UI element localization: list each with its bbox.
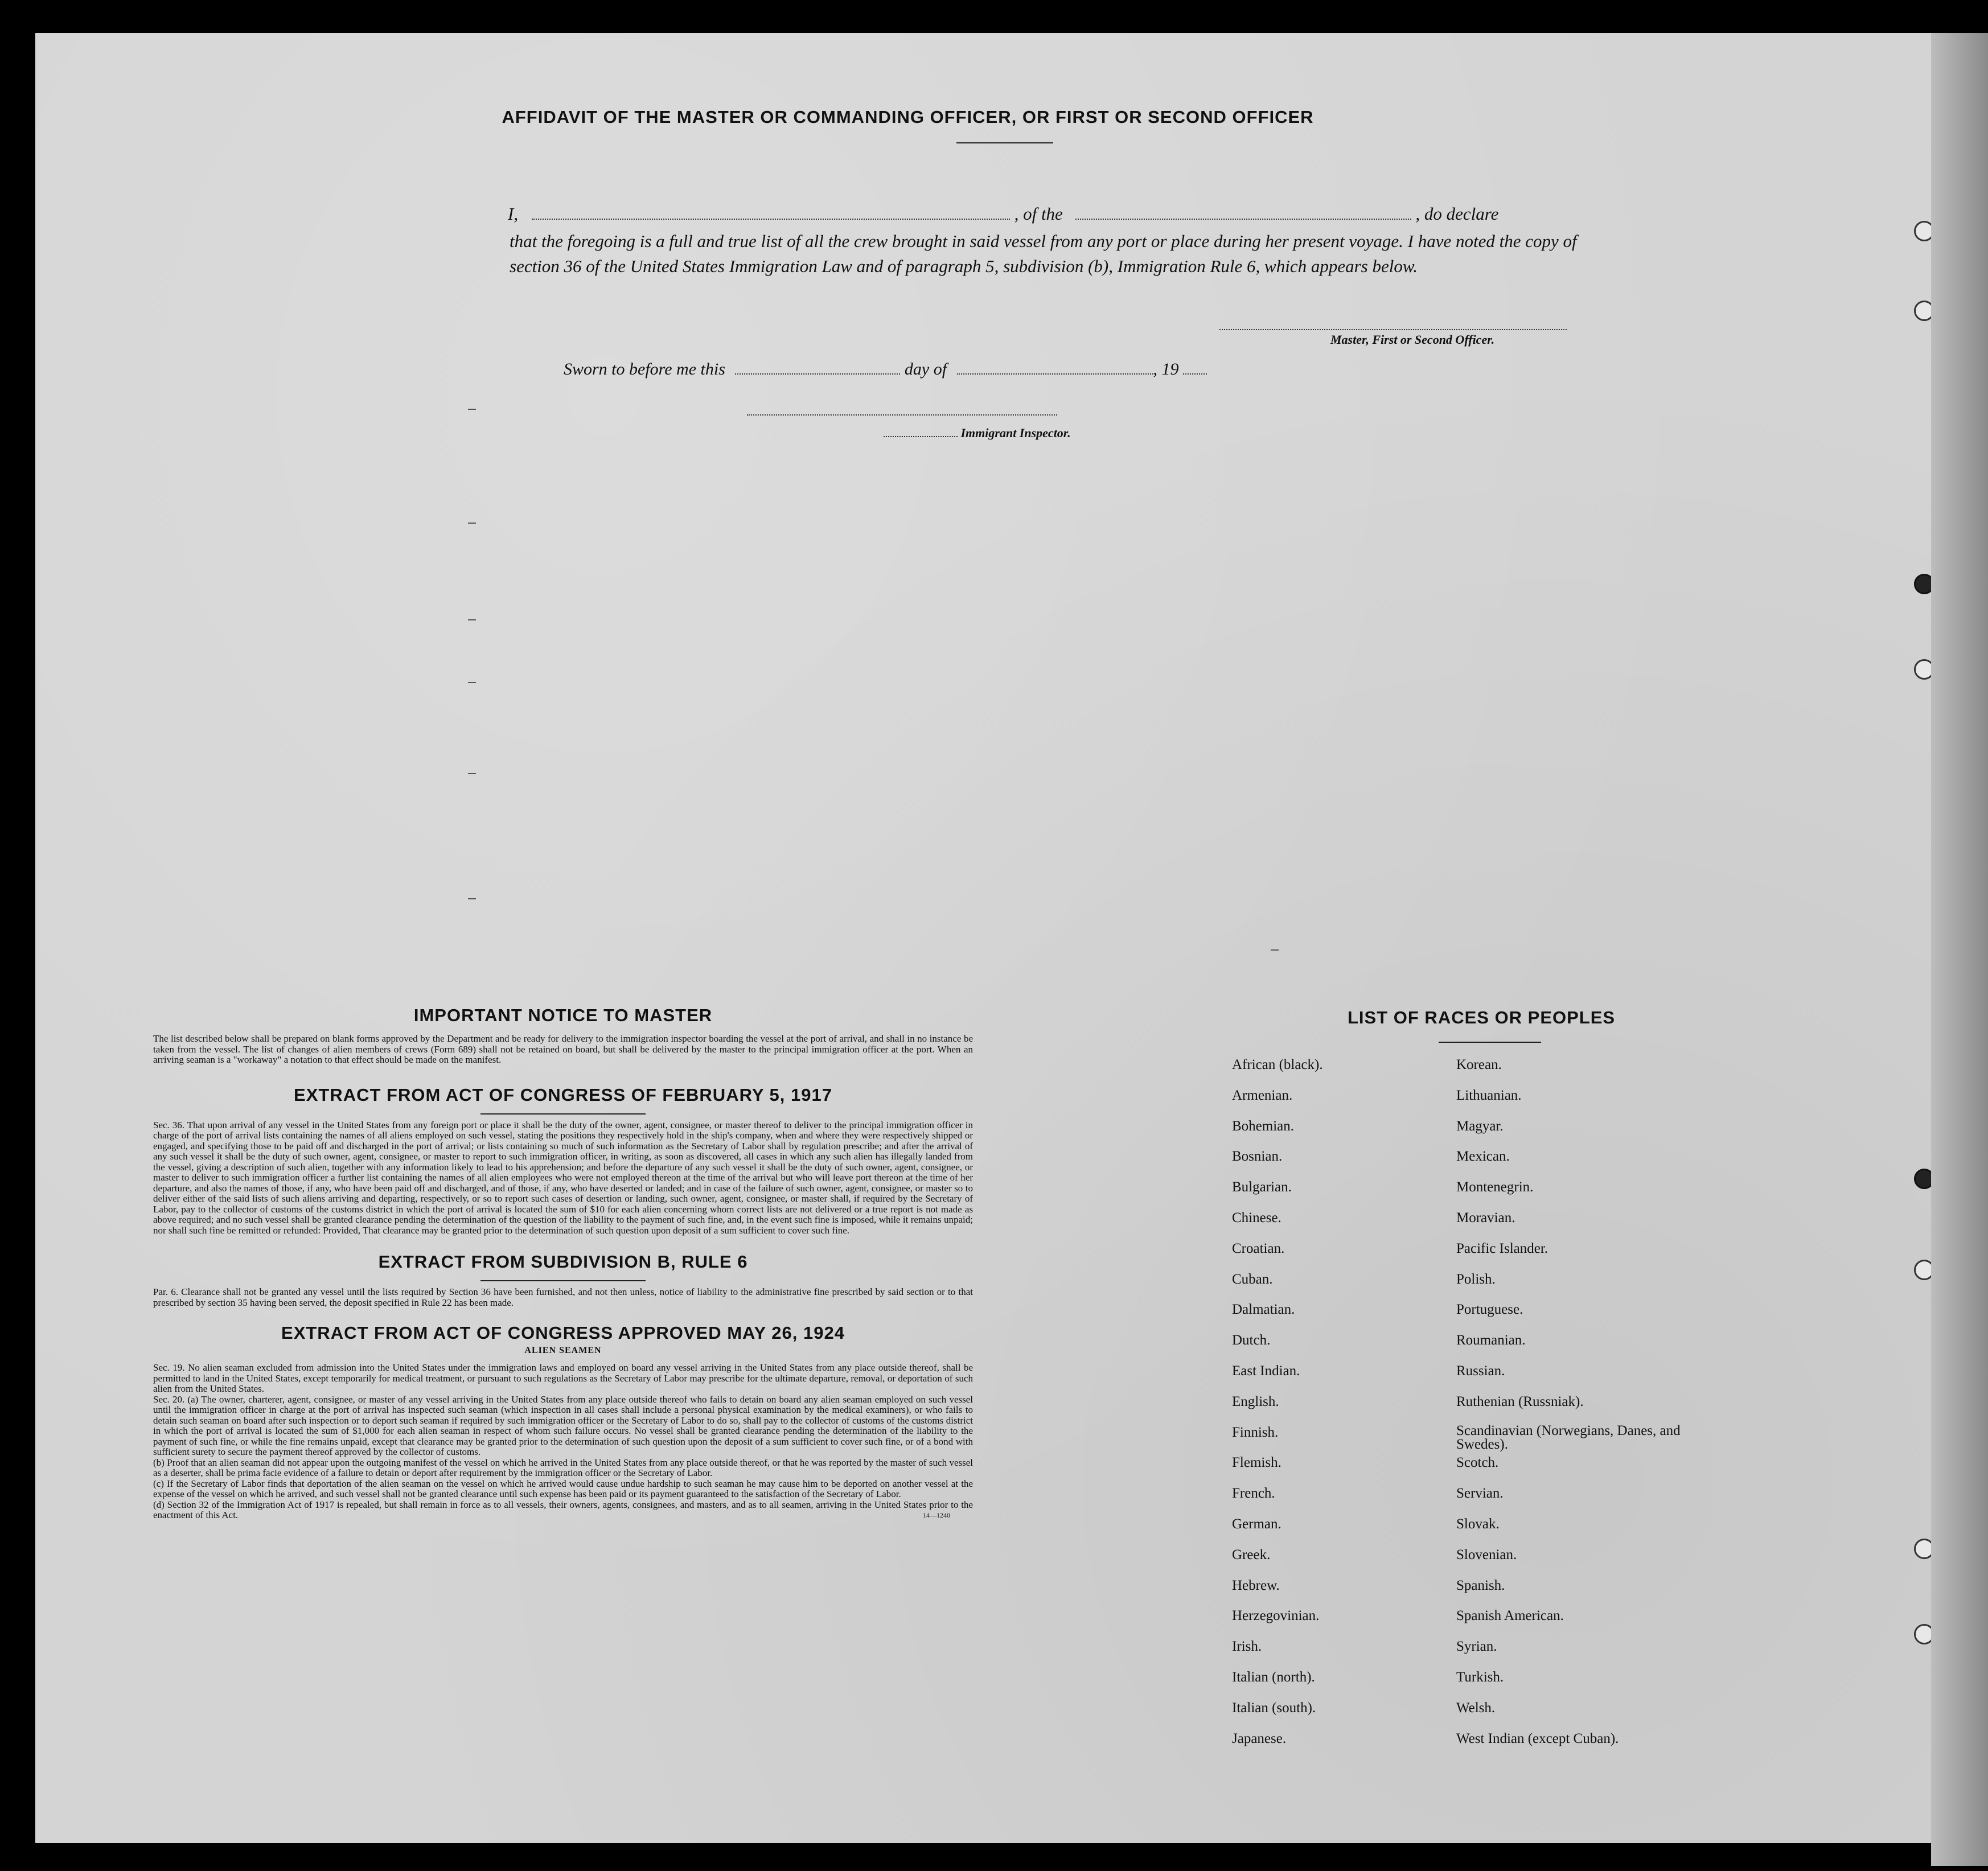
margin-tick (468, 773, 476, 774)
sworn-line (564, 360, 1207, 379)
race-item: Ruthenian (Russniak). (1456, 1393, 1584, 1409)
race-item: Syrian. (1456, 1639, 1497, 1655)
race-item: Scotch. (1456, 1455, 1499, 1471)
vessel-blank[interactable] (1075, 206, 1411, 220)
section-rule (480, 1280, 646, 1281)
spacer (153, 1026, 973, 1034)
inspector-signature-line[interactable] (747, 414, 1057, 416)
signature-line[interactable] (1219, 329, 1567, 330)
act-1917-title: EXTRACT FROM ACT OF CONGRESS OF FEBRUARY 5, 1917 (294, 1084, 832, 1105)
notices-column (153, 1005, 973, 1521)
race-item: Spanish. (1456, 1577, 1505, 1593)
race-item: Lithuanian. (1456, 1087, 1522, 1103)
race-item: Slovenian. (1456, 1547, 1517, 1562)
race-item: Mexican. (1456, 1149, 1510, 1165)
race-item: French. (1232, 1486, 1275, 1502)
rule-6-title: EXTRACT FROM SUBDIVISION B, RULE 6 (378, 1252, 748, 1272)
document-page (35, 33, 1931, 1843)
declaration-i: I, (508, 204, 519, 224)
race-item: Bohemian. (1232, 1118, 1295, 1134)
race-item: Dalmatian. (1232, 1302, 1295, 1318)
margin-tick (468, 682, 476, 683)
race-item: Japanese. (1232, 1730, 1287, 1746)
act-1924-sec20c: (c) If the Secretary of Labor finds that deportation of the alien seaman on the vessel on which he arrived would cause undue hardship to such seaman he may cause him to be deported on another vessel at the expense of the vessel on which he arrived, and such vessel shall not be granted clearance until such expense has been paid or its payment guaranteed to the satisfaction of the Secretary of Labor. (153, 1478, 973, 1499)
notice-title: IMPORTANT NOTICE TO MASTER (413, 1005, 713, 1025)
races-column-1 (1232, 1056, 1426, 1761)
sworn-prefix: Sworn to before me this (564, 360, 725, 379)
margin-tick (468, 523, 476, 524)
race-item: Welsh. (1456, 1700, 1496, 1716)
race-item: East Indian. (1232, 1363, 1300, 1379)
race-item: Croatian. (1232, 1240, 1285, 1256)
sworn-day-blank[interactable] (735, 361, 900, 375)
race-item: Polish. (1456, 1271, 1496, 1287)
race-item: Cuban. (1232, 1271, 1273, 1287)
section-rule (480, 1113, 646, 1115)
act-1917-text: Sec. 36. That upon arrival of any vessel in the United States from any foreign port or place it shall be the duty of the owner, agent, consignee, or master thereof to deliver to the principal immigration officer in charge of the port of arrival lists containing the names of all aliens employed on such vessel, stating the positions they respectively hold in the ship's company, when and where they were respectively shipped or engaged, and specifying those to be paid off and discharged in the port of arrival; or lists containing so much of such information as the Secretary of Labor shall by regulation prescribe; and after the arrival of any such vessel it shall be the duty of such owner, agent, consignee, or master to report to such immigration officer, in writing, as soon as discovered, all cases in which any such alien has illegally landed from the vessel, giving a description of such alien, together with any information likely to lead to his apprehension; and before the departure of any such vessel it shall be the duty of such owner, agent, consignee, or master to deliver to such immigration officer a further list containing the names of all alien employees who were not employed thereon at the time of the arrival but who will leave port thereon at the time of her departure, and also the names of those, if any, who have been paid off and discharged, and of those, if any, who have deserted or landed; and in case of the failure of such owner, agent, consignee, or master so to deliver either of the said lists of such aliens arriving and departing, respectively, or so to report such cases of desertion or landing, such owner, agent, consignee, or master shall, if required by the Secretary of Labor, pay to the collector of customs of the customs district in which the port of arrival is located the sum of $10 for each alien concerning whom correct lists are not delivered or a true report is not made as above required; and no such vessel shall be granted clearance pending the determination of the question of the liability to the payment of such fine, and, in the event such fine is imposed, while it remains unpaid; nor shall such fine be remitted or refunded: Provided, That clearance may be granted prior to the determination of such question upon deposit of a sum sufficient to cover such fine. (153, 1119, 973, 1236)
affidavit-title: AFFIDAVIT OF THE MASTER OR COMMANDING OFFICER, OR FIRST OR SECOND OFFICER (502, 107, 1314, 127)
inspector-label: Immigrant Inspector. (960, 426, 1071, 440)
race-item: Portuguese. (1456, 1302, 1523, 1318)
race-item: Flemish. (1232, 1455, 1281, 1471)
race-item: West Indian (except Cuban). (1456, 1730, 1619, 1746)
race-item: Korean. (1456, 1057, 1502, 1072)
race-item: Montenegrin. (1456, 1179, 1534, 1195)
race-item: Russian. (1456, 1363, 1505, 1379)
inspector-label-row (884, 426, 1071, 441)
race-item: Moravian. (1456, 1210, 1515, 1226)
sworn-year-blank[interactable] (1183, 361, 1207, 375)
race-item: Italian (north). (1232, 1669, 1315, 1685)
race-item: Spanish American. (1456, 1608, 1564, 1624)
race-item: Chinese. (1232, 1210, 1281, 1226)
page-edge-shadow (1931, 33, 1988, 1866)
race-item: Armenian. (1232, 1087, 1293, 1103)
act-1924-sec20b: (b) Proof that an alien seaman did not appear upon the outgoing manifest of the vessel on which he arrived in the United States from any place outside thereof, or that he was reported by the master of such vessel as a deserter, shall be prima facie evidence of a failure to detain or deport after requirement by the immigration officer or the Secretary of Labor. (153, 1457, 973, 1478)
act-1924-sec20d-text: (d) Section 32 of the Immigration Act of 1917 is repealed, but shall remain in force as to all vessels, their owners, agents, consignees, and masters, and as to all seamen, arriving in the United States prior to the enactment of this Act. (153, 1499, 973, 1520)
declaration-declare: , do declare (1415, 204, 1499, 224)
act-1924-sec19: Sec. 19. No alien seaman excluded from admission into the United States under the immigration laws and employed on board any vessel arriving in the United States from any place outside thereof, shall be permitted to land in the United States, except temporarily for medical treatment, or pursuant to such regulations as the Secretary of Labor may prescribe for the ultimate departure, removal, or deportation of such alien from the United States. (153, 1362, 973, 1394)
sworn-day-label: day of (904, 360, 947, 379)
race-item: Greek. (1232, 1547, 1271, 1562)
race-item: Irish. (1232, 1639, 1262, 1655)
race-item: Finnish. (1232, 1424, 1279, 1440)
inspector-leader (884, 428, 958, 437)
race-item: Servian. (1456, 1486, 1504, 1502)
rule-6-text: Par. 6. Clearance shall not be granted any vessel until the lists required by Section 36 have been furnished, and not then unless, notice of liability to the administrative fine prescribed by said section or to that prescribed by section 35 having been served, the deposit specified in Rule 22 has been made. (153, 1286, 973, 1308)
name-blank[interactable] (532, 206, 1010, 220)
act-1924-title: EXTRACT FROM ACT OF CONGRESS APPROVED MAY 26, 1924 (281, 1323, 845, 1343)
margin-tick (468, 619, 476, 620)
race-item: Herzegovinian. (1232, 1608, 1320, 1624)
form-number: 14—1240 (923, 1511, 950, 1519)
act-1924-sec20a: Sec. 20. (a) The owner, charterer, agent, consignee, or master of any vessel arriving in the United States from any place outside thereof who fails to detain on board any alien seaman employed on such vessel until the immigration officer in charge at the port of arrival has inspected such seaman (which inspection in all cases shall include a personal physical examination by the medical examiners), or who fails to detain such seaman on board after such inspection or to deport such seaman if required by such immigration officer or the Secretary of Labor to do so, shall pay to the collector of customs of the customs district in which the port of arrival is located the sum of $1,000 for each alien seaman in respect of whom such failure occurs. No vessel shall be granted clearance pending the determination of the liability to the payment of such fine, or while the fine remains unpaid, except that clearance may be granted prior to the determination of such question upon the deposit of a sum sufficient to cover such fine, or of a bond with sufficient surety to secure the payment thereof approved by the collector of customs. (153, 1393, 973, 1457)
races-rule (1439, 1042, 1541, 1043)
title-rule (956, 142, 1053, 143)
race-item: Italian (south). (1232, 1700, 1316, 1716)
race-item: German. (1232, 1516, 1281, 1532)
sworn-month-blank[interactable] (957, 361, 1153, 375)
race-item: Slovak. (1456, 1516, 1500, 1532)
race-item: Hebrew. (1232, 1577, 1280, 1593)
margin-tick (468, 409, 476, 410)
race-item: Bulgarian. (1232, 1179, 1292, 1195)
affidavit-paragraph: that the foregoing is a full and true list of all the crew brought in said vessel from any port or place during her present voyage. I have noted the copy of section 36 of the United States Immigration Law and of paragraph 5, subdivision (b), Immigration Rule 6, which appears below. (510, 231, 1577, 276)
act-1924-subtitle: ALIEN SEAMEN (524, 1346, 602, 1355)
races-title: LIST OF RACES OR PEOPLES (1348, 1008, 1616, 1027)
race-item: Dutch. (1232, 1333, 1271, 1348)
race-item: Scandinavian (Norwegians, Danes, and Swedes). (1456, 1422, 1681, 1452)
margin-tick (468, 898, 476, 899)
declaration-of-the: , of the (1014, 204, 1063, 224)
race-item: Magyar. (1456, 1118, 1504, 1134)
margin-tick (1271, 949, 1279, 951)
sworn-year-label: , 19 (1153, 360, 1179, 379)
race-item: Turkish. (1456, 1669, 1504, 1685)
race-item: Roumanian. (1456, 1333, 1526, 1348)
race-item: Pacific Islander. (1456, 1240, 1548, 1256)
signature-label: Master, First or Second Officer. (1330, 332, 1495, 347)
race-item: African (black). (1232, 1057, 1323, 1072)
declaration-line (508, 204, 1578, 224)
race-item: Bosnian. (1232, 1149, 1283, 1165)
notice-text: The list described below shall be prepared on blank forms approved by the Department and be ready for delivery to the immigration inspector boarding the vessel at the port of arrival, and shall in no instance be taken from the vessel. The list of changes of alien members of crews (Form 689) shall not be retained on board, but shall be delivered by the master to the principal immigration officer at the port. When an arriving seaman is a "workaway" a notation to that effect should be made on the manifest. (153, 1033, 973, 1065)
act-1924-sec20d (153, 1500, 973, 1521)
race-item: English. (1232, 1393, 1279, 1409)
races-column-2 (1456, 1056, 1684, 1761)
